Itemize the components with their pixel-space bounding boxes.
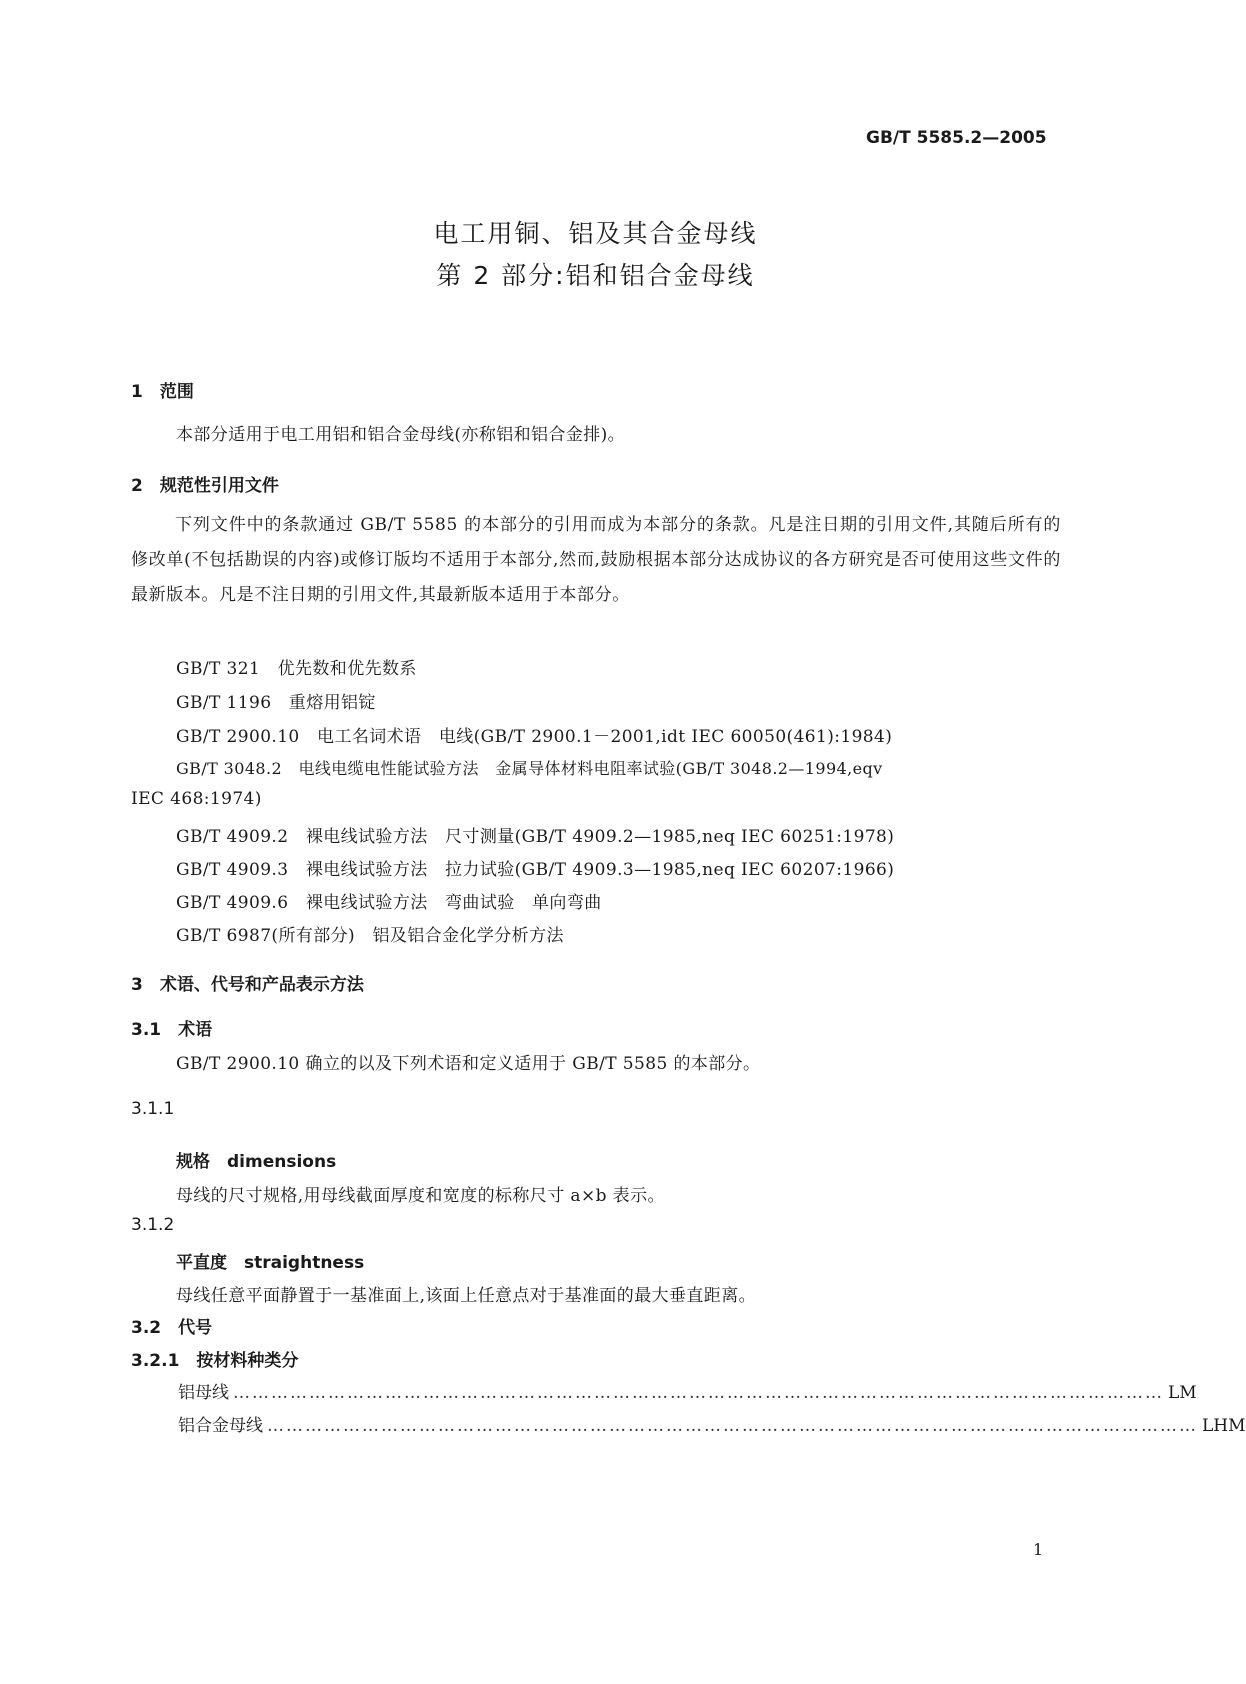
code-value: LM [1168, 1383, 1197, 1403]
code-row [178, 1378, 1197, 1403]
section-1-heading: 1 范围 [131, 382, 194, 402]
dot-leader: ………………………………………………………………………………………………………………………………… [233, 1383, 1164, 1403]
title-line-1: 电工用铜、铝及其合金母线 [433, 219, 758, 248]
reference-item: GB/T 4909.6 裸电线试验方法 弯曲试验 单向弯曲 [176, 893, 602, 913]
section-1-text: 本部分适用于电工用铝和铝合金母线(亦称铝和铝合金排)。 [176, 425, 626, 445]
reference-item: GB/T 4909.3 裸电线试验方法 拉力试验(GB/T 4909.3—1985,neq IEC 60207:1966) [176, 860, 895, 880]
section-3-1-heading: 3.1 术语 [131, 1020, 213, 1040]
section-3-2-1-heading: 3.2.1 按材料种类分 [131, 1351, 299, 1371]
dot-leader: ………………………………………………………………………………………………………………………………… [267, 1416, 1198, 1436]
section-2-paragraph: 下列文件中的条款通过 GB/T 5585 的本部分的引用而成为本部分的条款。凡是注日期的引用文件,其随后所有的修改单(不包括勘误的内容)或修订版均不适用于本部分,然而,鼓励根据本部分达成协议的各方研究是否可使用这些文件的最新版本。凡是不注日期的引用文件,其最新版本适用于本部分。 [131, 515, 1061, 605]
section-3-1-text: GB/T 2900.10 确立的以及下列术语和定义适用于 GB/T 5585 的本部分。 [176, 1054, 761, 1074]
reference-item: GB/T 2900.10 电工名词术语 电线(GB/T 2900.1－2001,idt IEC 60050(461):1984) [176, 727, 893, 747]
section-3-2-heading: 3.2 代号 [131, 1318, 213, 1338]
section-2-heading: 2 规范性引用文件 [131, 476, 279, 496]
reference-item: GB/T 4909.2 裸电线试验方法 尺寸测量(GB/T 4909.2—1985,neq IEC 60251:1978) [176, 827, 895, 847]
reference-item: GB/T 3048.2 电线电缆电性能试验方法 金属导体材料电阻率试验(GB/T 3048.2—1994,eqv [176, 759, 883, 778]
section-3-heading: 3 术语、代号和产品表示方法 [131, 975, 364, 995]
reference-item-continuation: IEC 468:1974) [131, 789, 262, 809]
code-row [178, 1411, 1246, 1436]
reference-item: GB/T 6987(所有部分) 铝及铝合金化学分析方法 [176, 926, 564, 946]
code-label: 铝合金母线 [178, 1416, 263, 1436]
term-straightness: 平直度 straightness [176, 1253, 365, 1273]
term-straightness-definition: 母线任意平面静置于一基准面上,该面上任意点对于基准面的最大垂直距离。 [176, 1286, 757, 1306]
page-number: 1 [1033, 1540, 1044, 1559]
term-dimensions: 规格 dimensions [176, 1152, 337, 1172]
section-3-1-1-number: 3.1.1 [131, 1099, 175, 1119]
term-dimensions-definition: 母线的尺寸规格,用母线截面厚度和宽度的标称尺寸 a×b 表示。 [176, 1186, 665, 1206]
code-value: LHM [1202, 1416, 1246, 1436]
standard-number: GB/T 5585.2—2005 [866, 128, 1047, 148]
reference-item: GB/T 1196 重熔用铝锭 [176, 693, 376, 713]
reference-item: GB/T 321 优先数和优先数系 [176, 659, 417, 679]
section-3-1-2-number: 3.1.2 [131, 1215, 175, 1235]
title-line-2: 第 2 部分:铝和铝合金母线 [436, 261, 755, 290]
code-label: 铝母线 [178, 1383, 229, 1403]
